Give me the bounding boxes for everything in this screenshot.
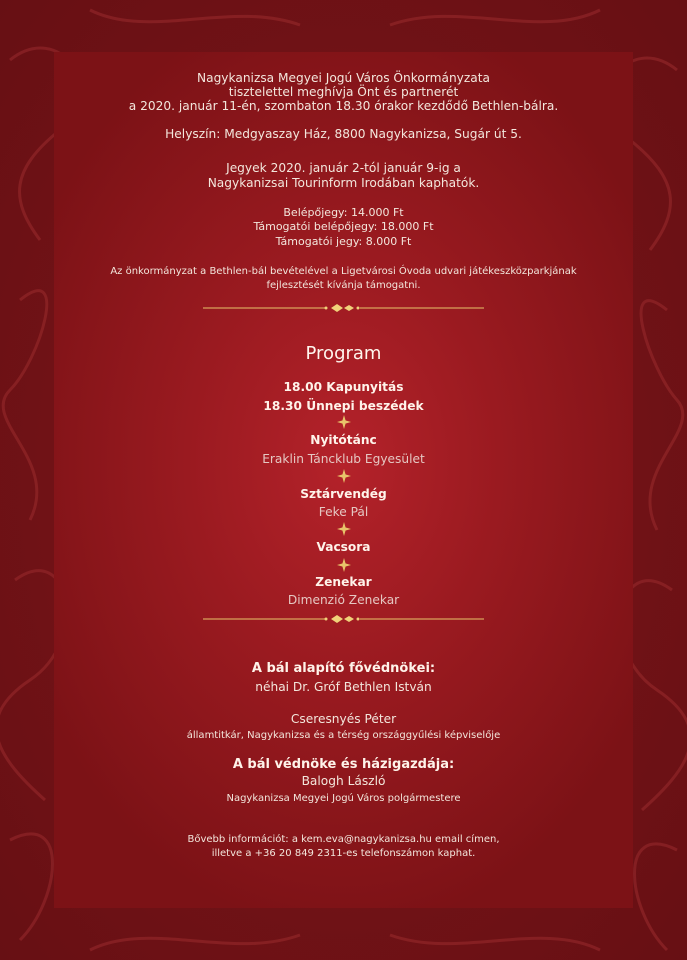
founder-2-name: Cseresnyés Péter <box>290 712 397 726</box>
program-title: Program <box>305 343 382 364</box>
program-item-heading-1: Nyitótánc <box>310 433 377 447</box>
purpose-line-1: Az önkormányzat a Bethlen-bál bevételével a Ligetvárosi Óvoda udvari játékeszközparkjának <box>110 266 577 277</box>
contact-line-2: illetve a +36 20 849 2311-es telefonszámon kaphat. <box>211 848 476 859</box>
founder-1: néhai Dr. Gróf Bethlen István <box>255 680 432 694</box>
program-item-heading-3: Vacsora <box>316 540 371 554</box>
gold-cross-ornament-2 <box>337 469 351 483</box>
program-speeches: 18.30 Ünnepi beszédek <box>263 399 424 413</box>
program-item-heading-4: Zenekar <box>315 575 372 589</box>
host-heading: A bál védnöke és házigazdája: <box>232 757 455 772</box>
founders-heading: A bál alapító fővédnökei: <box>251 661 436 676</box>
gold-divider-bottom <box>203 614 484 624</box>
intro-line-3: a 2020. január 11-én, szombaton 18.30 órakor kezdődő Bethlen-bálra. <box>128 99 559 113</box>
host-title: Nagykanizsa Megyei Jogú Város polgármestere <box>226 793 461 804</box>
gold-divider-top <box>203 303 484 313</box>
gold-cross-ornament-3 <box>337 522 351 536</box>
ticket-price-2: Támogatói belépőjegy: 18.000 Ft <box>253 220 434 233</box>
gold-cross-ornament-1 <box>337 415 351 429</box>
purpose-line-2: fejlesztését kívánja támogatni. <box>266 280 421 291</box>
ticket-price-1: Belépőjegy: 14.000 Ft <box>283 206 404 219</box>
tickets-line-2: Nagykanizsai Tourinform Irodában kaphatók. <box>207 176 480 190</box>
founder-2-title: államtitkár, Nagykanizsa és a térség országgyűlési képviselője <box>186 730 501 741</box>
intro-line-2: tisztelettel meghívja Önt és partnerét <box>228 85 459 99</box>
program-item-heading-2: Sztárvendég <box>300 487 387 501</box>
program-item-detail-4: Dimenzió Zenekar <box>287 593 400 607</box>
intro-line-1: Nagykanizsa Megyei Jogú Város Önkormányzata <box>196 71 490 85</box>
tickets-line-1: Jegyek 2020. január 2-tól január 9-ig a <box>226 161 461 175</box>
program-item-detail-1: Eraklin Táncklub Egyesület <box>262 452 425 466</box>
contact-line-1: Bővebb információt: a kem.eva@nagykanizsa.hu email címen, <box>187 834 500 845</box>
program-opening: 18.00 Kapunyitás <box>283 380 404 394</box>
host-name: Balogh László <box>301 774 386 788</box>
venue: Helyszín: Medgyaszay Ház, 8800 Nagykanizsa, Sugár út 5. <box>165 127 522 141</box>
ticket-price-3: Támogatói jegy: 8.000 Ft <box>275 235 412 248</box>
gold-cross-ornament-4 <box>337 558 351 572</box>
program-item-detail-2: Feke Pál <box>318 505 369 519</box>
